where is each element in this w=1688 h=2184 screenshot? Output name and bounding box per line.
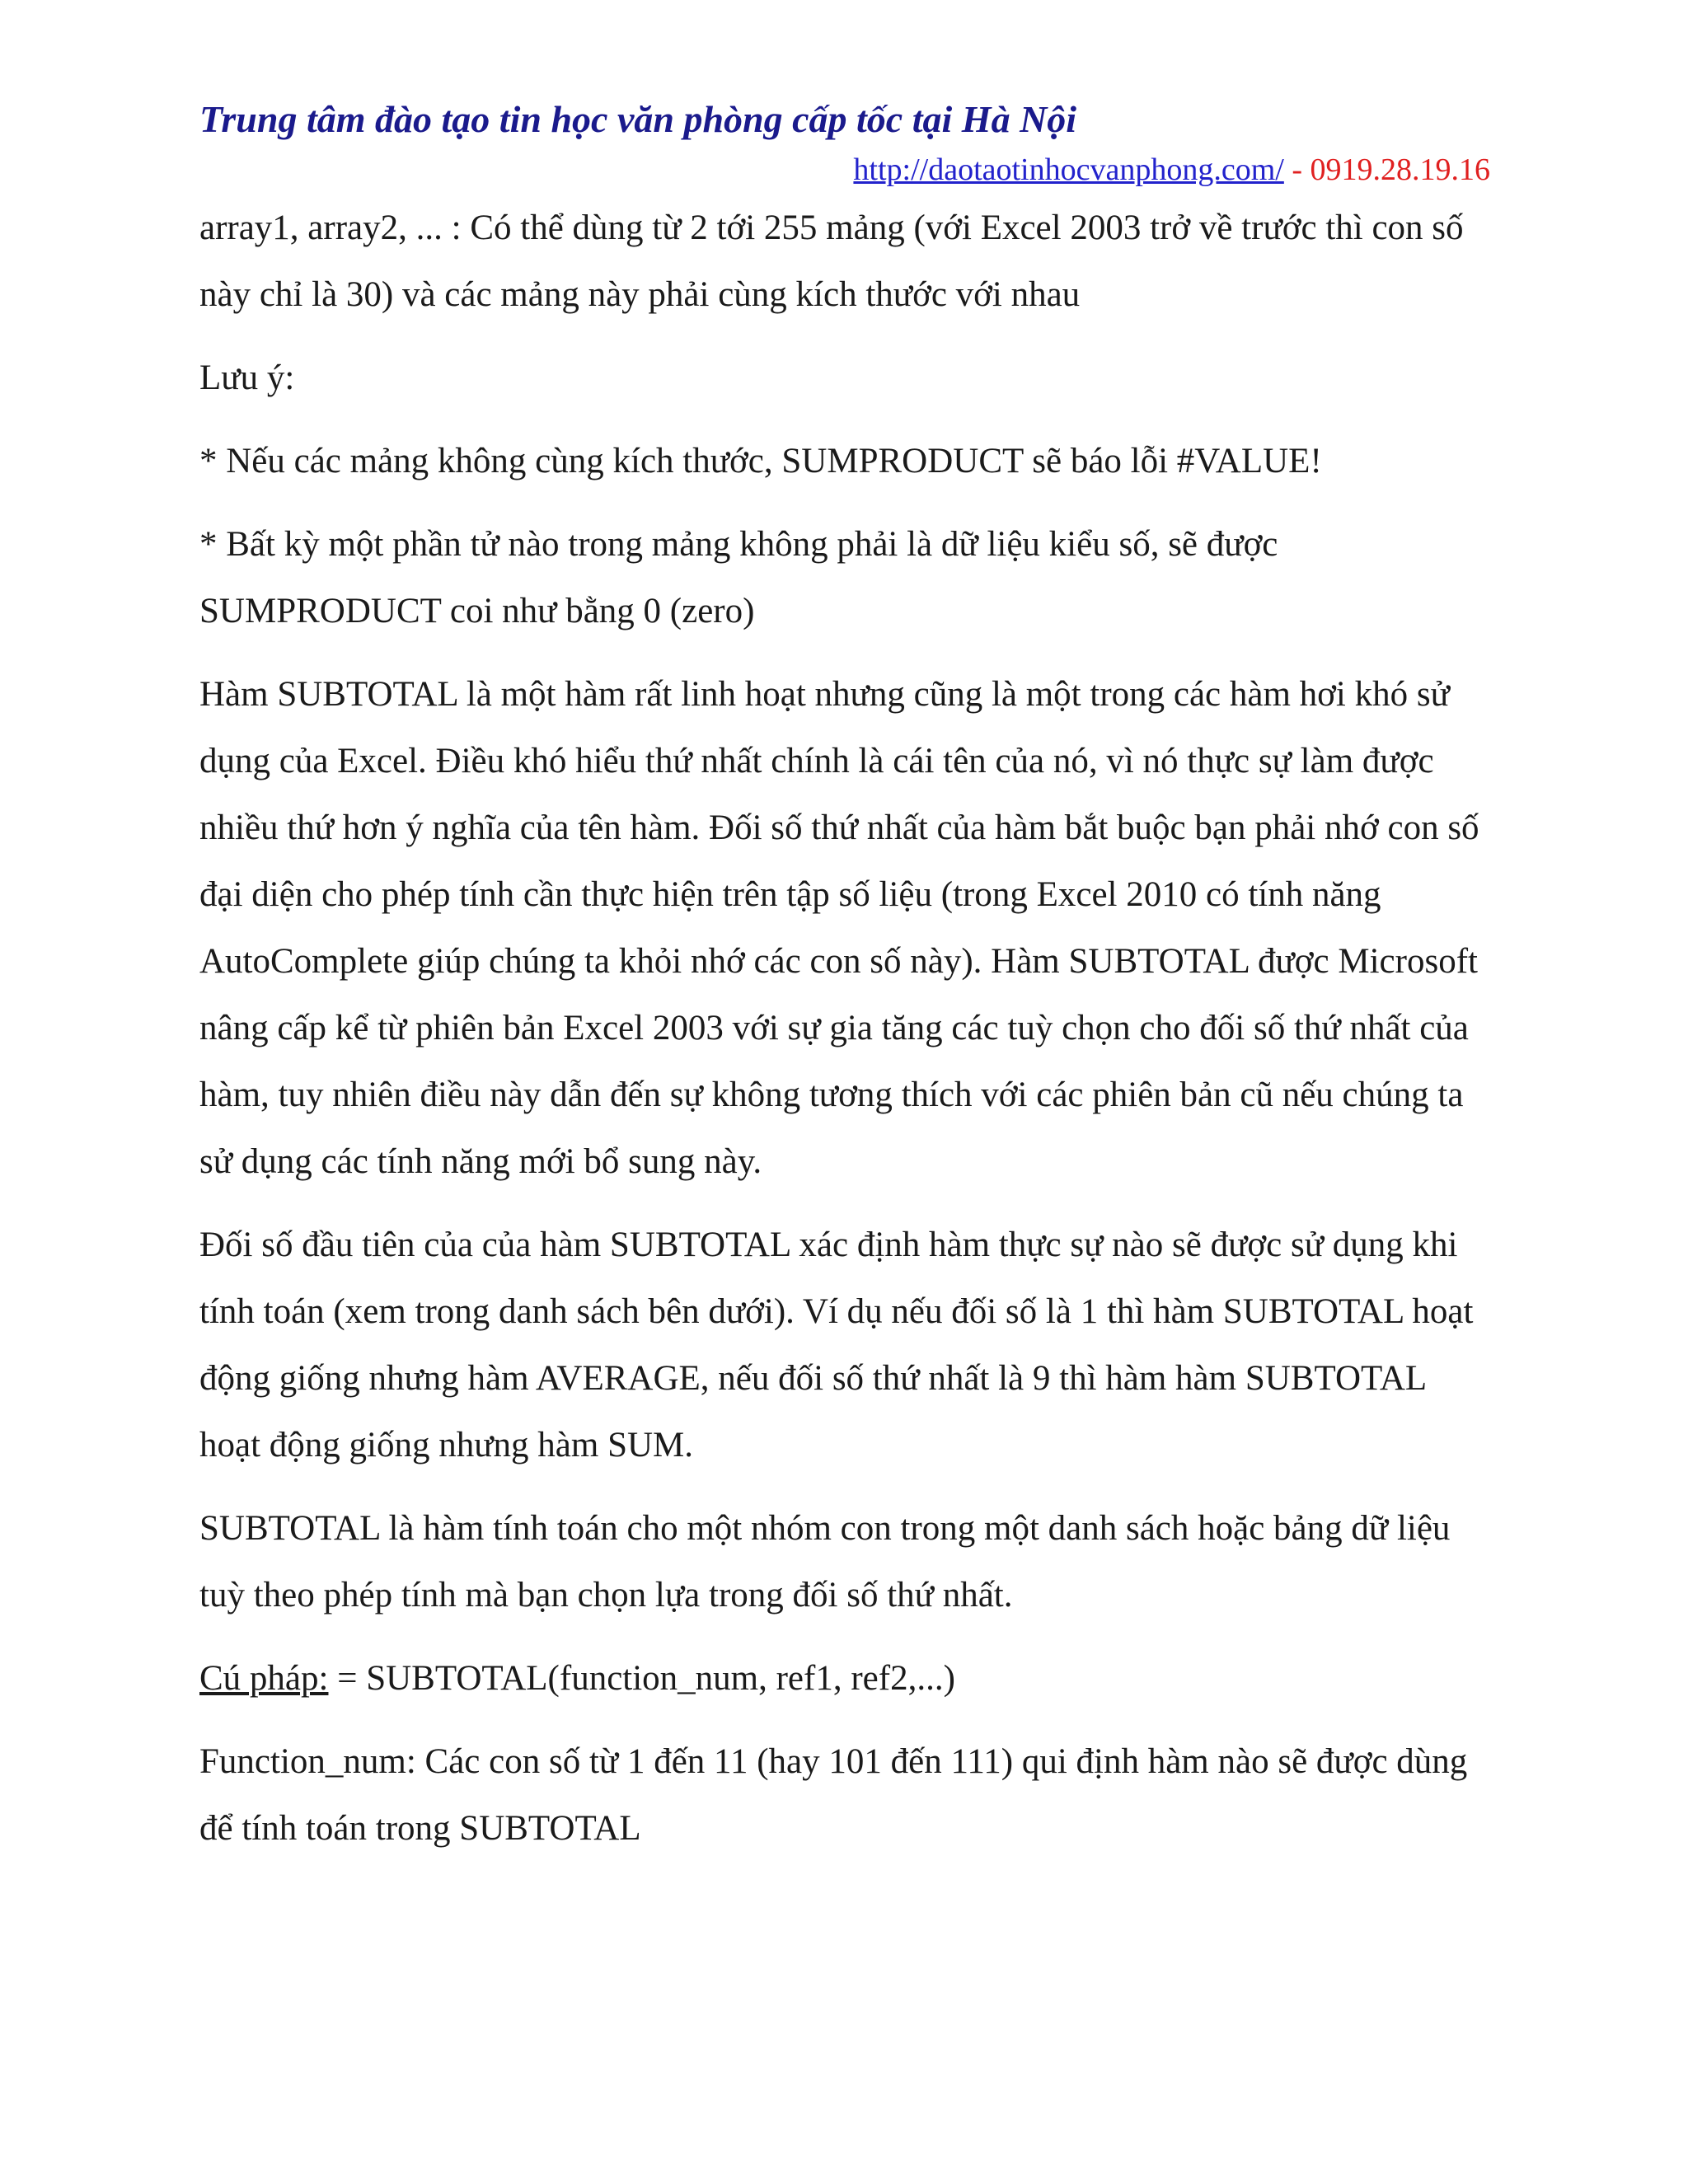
- paragraph-syntax: [199, 1645, 1493, 1712]
- paragraph-function-num: Function_num: Các con số từ 1 đến 11 (hay 101 đến 111) qui định hàm nào sẽ được dùng để tính toán trong SUBTOTAL: [199, 1742, 1468, 1848]
- phone-number: 0919.28.19.16: [1310, 152, 1490, 187]
- syntax-label: Cú pháp:: [199, 1659, 329, 1698]
- document-body: [199, 194, 1493, 1878]
- header-separator: -: [1283, 152, 1311, 187]
- website-link[interactable]: http://daotaotinhocvanphong.com/: [853, 152, 1284, 187]
- syntax-text: = SUBTOTAL(function_num, ref1, ref2,...): [328, 1659, 955, 1698]
- header-contact: [853, 152, 1490, 188]
- paragraph-note-size: * Nếu các mảng không cùng kích thước, SUMPRODUCT sẽ báo lỗi #VALUE!: [199, 442, 1322, 480]
- paragraph-arrays: array1, array2, ... : Có thể dùng từ 2 tới 255 mảng (với Excel 2003 trở về trước thì con số này chỉ là 30) và các mảng này phải cùng kích thước với nhau: [199, 209, 1464, 314]
- paragraph-subtotal-definition: SUBTOTAL là hàm tính toán cho một nhóm con trong một danh sách hoặc bảng dữ liệu tuỳ theo phép tính mà bạn chọn lựa trong đối số thứ nhất.: [199, 1509, 1451, 1615]
- paragraph-note-nonnumeric: * Bất kỳ một phần tử nào trong mảng không phải là dữ liệu kiểu số, sẽ được SUMPRODUCT coi như bằng 0 (zero): [199, 525, 1278, 630]
- paragraph-note-heading: Lưu ý:: [199, 359, 295, 397]
- header-title: Trung tâm đào tạo tin học văn phòng cấp tốc tại Hà Nội: [199, 98, 1077, 140]
- paragraph-subtotal-intro: Hàm SUBTOTAL là một hàm rất linh hoạt nhưng cũng là một trong các hàm hơi khó sử dụng của Excel. Điều khó hiểu thứ nhất chính là cái tên của nó, vì nó thực sự làm được nhiều thứ hơn ý nghĩa của tên hàm. Đối số thứ nhất của hàm bắt buộc bạn phải nhớ con số đại diện cho phép tính cần thực hiện trên tập số liệu (trong Excel 2010 có tính năng AutoComplete giúp chúng ta khỏi nhớ các con số này). Hàm SUBTOTAL được Microsoft nâng cấp kể từ phiên bản Excel 2003 với sự gia tăng các tuỳ chọn cho đối số thứ nhất của hàm, tuy nhiên điều này dẫn đến sự không tương thích với các phiên bản cũ nếu chúng ta sử dụng các tính năng mới bổ sung này.: [199, 675, 1479, 1181]
- paragraph-subtotal-argument: Đối số đầu tiên của của hàm SUBTOTAL xác định hàm thực sự nào sẽ được sử dụng khi tính toán (xem trong danh sách bên dưới). Ví dụ nếu đối số là 1 thì hàm SUBTOTAL hoạt động giống nhưng hàm AVERAGE, nếu đối số thứ nhất là 9 thì hàm hàm SUBTOTAL hoạt động giống nhưng hàm SUM.: [199, 1226, 1474, 1465]
